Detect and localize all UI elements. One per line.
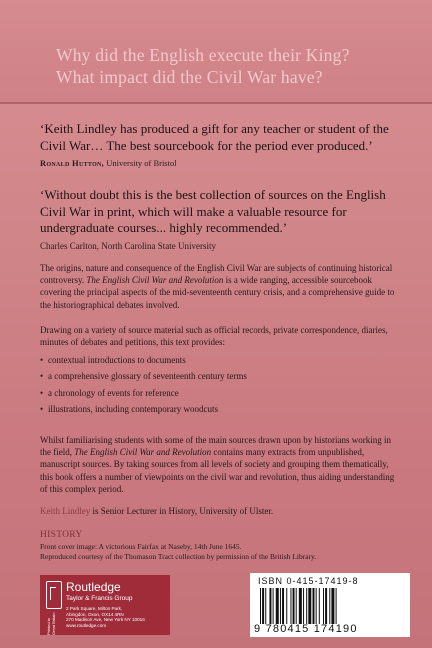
headline xyxy=(56,44,426,88)
paragraph-text: is a wide ranging, accessible sourcebook covering the principal aspects of the mid-seventeenth century crisis, and a comprehensive guide to the historiographical debates involved. xyxy=(40,275,395,310)
paragraph-text: The origins, nature and consequence of the English Civil War are subjects of continuing historical controversy. xyxy=(40,263,393,286)
bullet-icon: • xyxy=(40,355,44,365)
routledge-logo-icon xyxy=(46,581,62,609)
list-item: • illustrations, including contemporary woodcuts xyxy=(40,404,218,415)
author-name: Keith Lindley xyxy=(40,506,91,516)
description-paragraph-2: Drawing on a variety of source material such as official records, private correspondence, diaries, minutes of debates and petitions, this text provides: xyxy=(40,325,388,348)
description-paragraph-3 xyxy=(40,434,400,495)
quote-text: ‘Without doubt this is the best collection of sources on the English Civil War in print, which will make a valuable resource for undergraduate courses... highly recommended.’ xyxy=(40,187,386,235)
bullet-icon: • xyxy=(40,404,44,415)
quote-text: ‘Keith Lindley has produced a gift for any teacher or student of the Civil War… The best sourcebook for the period ever produced.’ xyxy=(40,121,389,153)
quote-attribution xyxy=(40,241,400,251)
bullet-icon: • xyxy=(40,387,44,398)
header-band xyxy=(0,0,432,102)
list-item: • contextual introductions to documents xyxy=(40,355,186,365)
list-item: • a comprehensive glossary of seventeenth century terms xyxy=(40,371,247,382)
reviewer-name: Ronald Hutton, xyxy=(40,158,105,168)
category-label: HISTORY xyxy=(40,530,83,540)
reviewer-affiliation: North Carolina State University xyxy=(99,240,216,251)
publisher-name: Routledge xyxy=(66,580,121,594)
book-title: The English Civil War and Revolution xyxy=(74,447,212,458)
cover-image-credit: Front cover image: A victorious Fairfax at Naseby, 14th June 1645. xyxy=(40,542,242,551)
print-note: Printed in Great Britain xyxy=(46,612,56,635)
author-role: is Senior Lecturer in History, University of Ulster. xyxy=(90,506,274,516)
publisher-group: Taylor & Francis Group xyxy=(66,595,133,602)
description-paragraph-1 xyxy=(40,262,400,311)
barcode-icon xyxy=(260,588,400,624)
reviewer-name: Charles Carlton, xyxy=(40,240,99,251)
list-item: • a chronology of events for reference xyxy=(40,387,179,398)
bullet-icon: • xyxy=(40,371,44,382)
publisher-imprint xyxy=(40,575,170,635)
paragraph-text: contains many extracts from unpublished, manuscript sources. By taking sources from all levels of society and grouping them thematically, this book offers a number of viewpoints on the civil war and revolution, thus aiding understanding of this complex period. xyxy=(40,447,395,494)
quote-attribution xyxy=(40,158,400,168)
isbn-label: ISBN 0-415-17419-8 xyxy=(258,576,359,586)
book-title: The English Civil War and Revolution xyxy=(86,275,224,286)
publisher-address: 2 Park Square, Milton Park, Abingdon, Oxon, OX14 4RN 270 Madison Ave, New York NY 10016 www.routledge.com xyxy=(66,606,145,628)
review-quote-2 xyxy=(40,187,400,251)
ean-number: 9 780415 174190 xyxy=(254,623,358,635)
headline-line-2: What impact did the Civil War have? xyxy=(56,67,323,87)
header-divider xyxy=(0,102,432,104)
reviewer-affiliation: University of Bristol xyxy=(104,158,177,168)
isbn-barcode xyxy=(250,573,410,637)
author-bio xyxy=(40,506,273,516)
review-quote-1 xyxy=(40,121,400,168)
paragraph-text: Whilst familiarising students with some of the main sources drawn upon by historians working in the field, xyxy=(40,435,391,458)
feature-list xyxy=(40,354,400,416)
permission-credit: Reproduced courtesy of the Thomason Tract collection by permission of the British Library. xyxy=(40,552,317,561)
headline-line-1: Why did the English execute their King? xyxy=(56,45,350,65)
